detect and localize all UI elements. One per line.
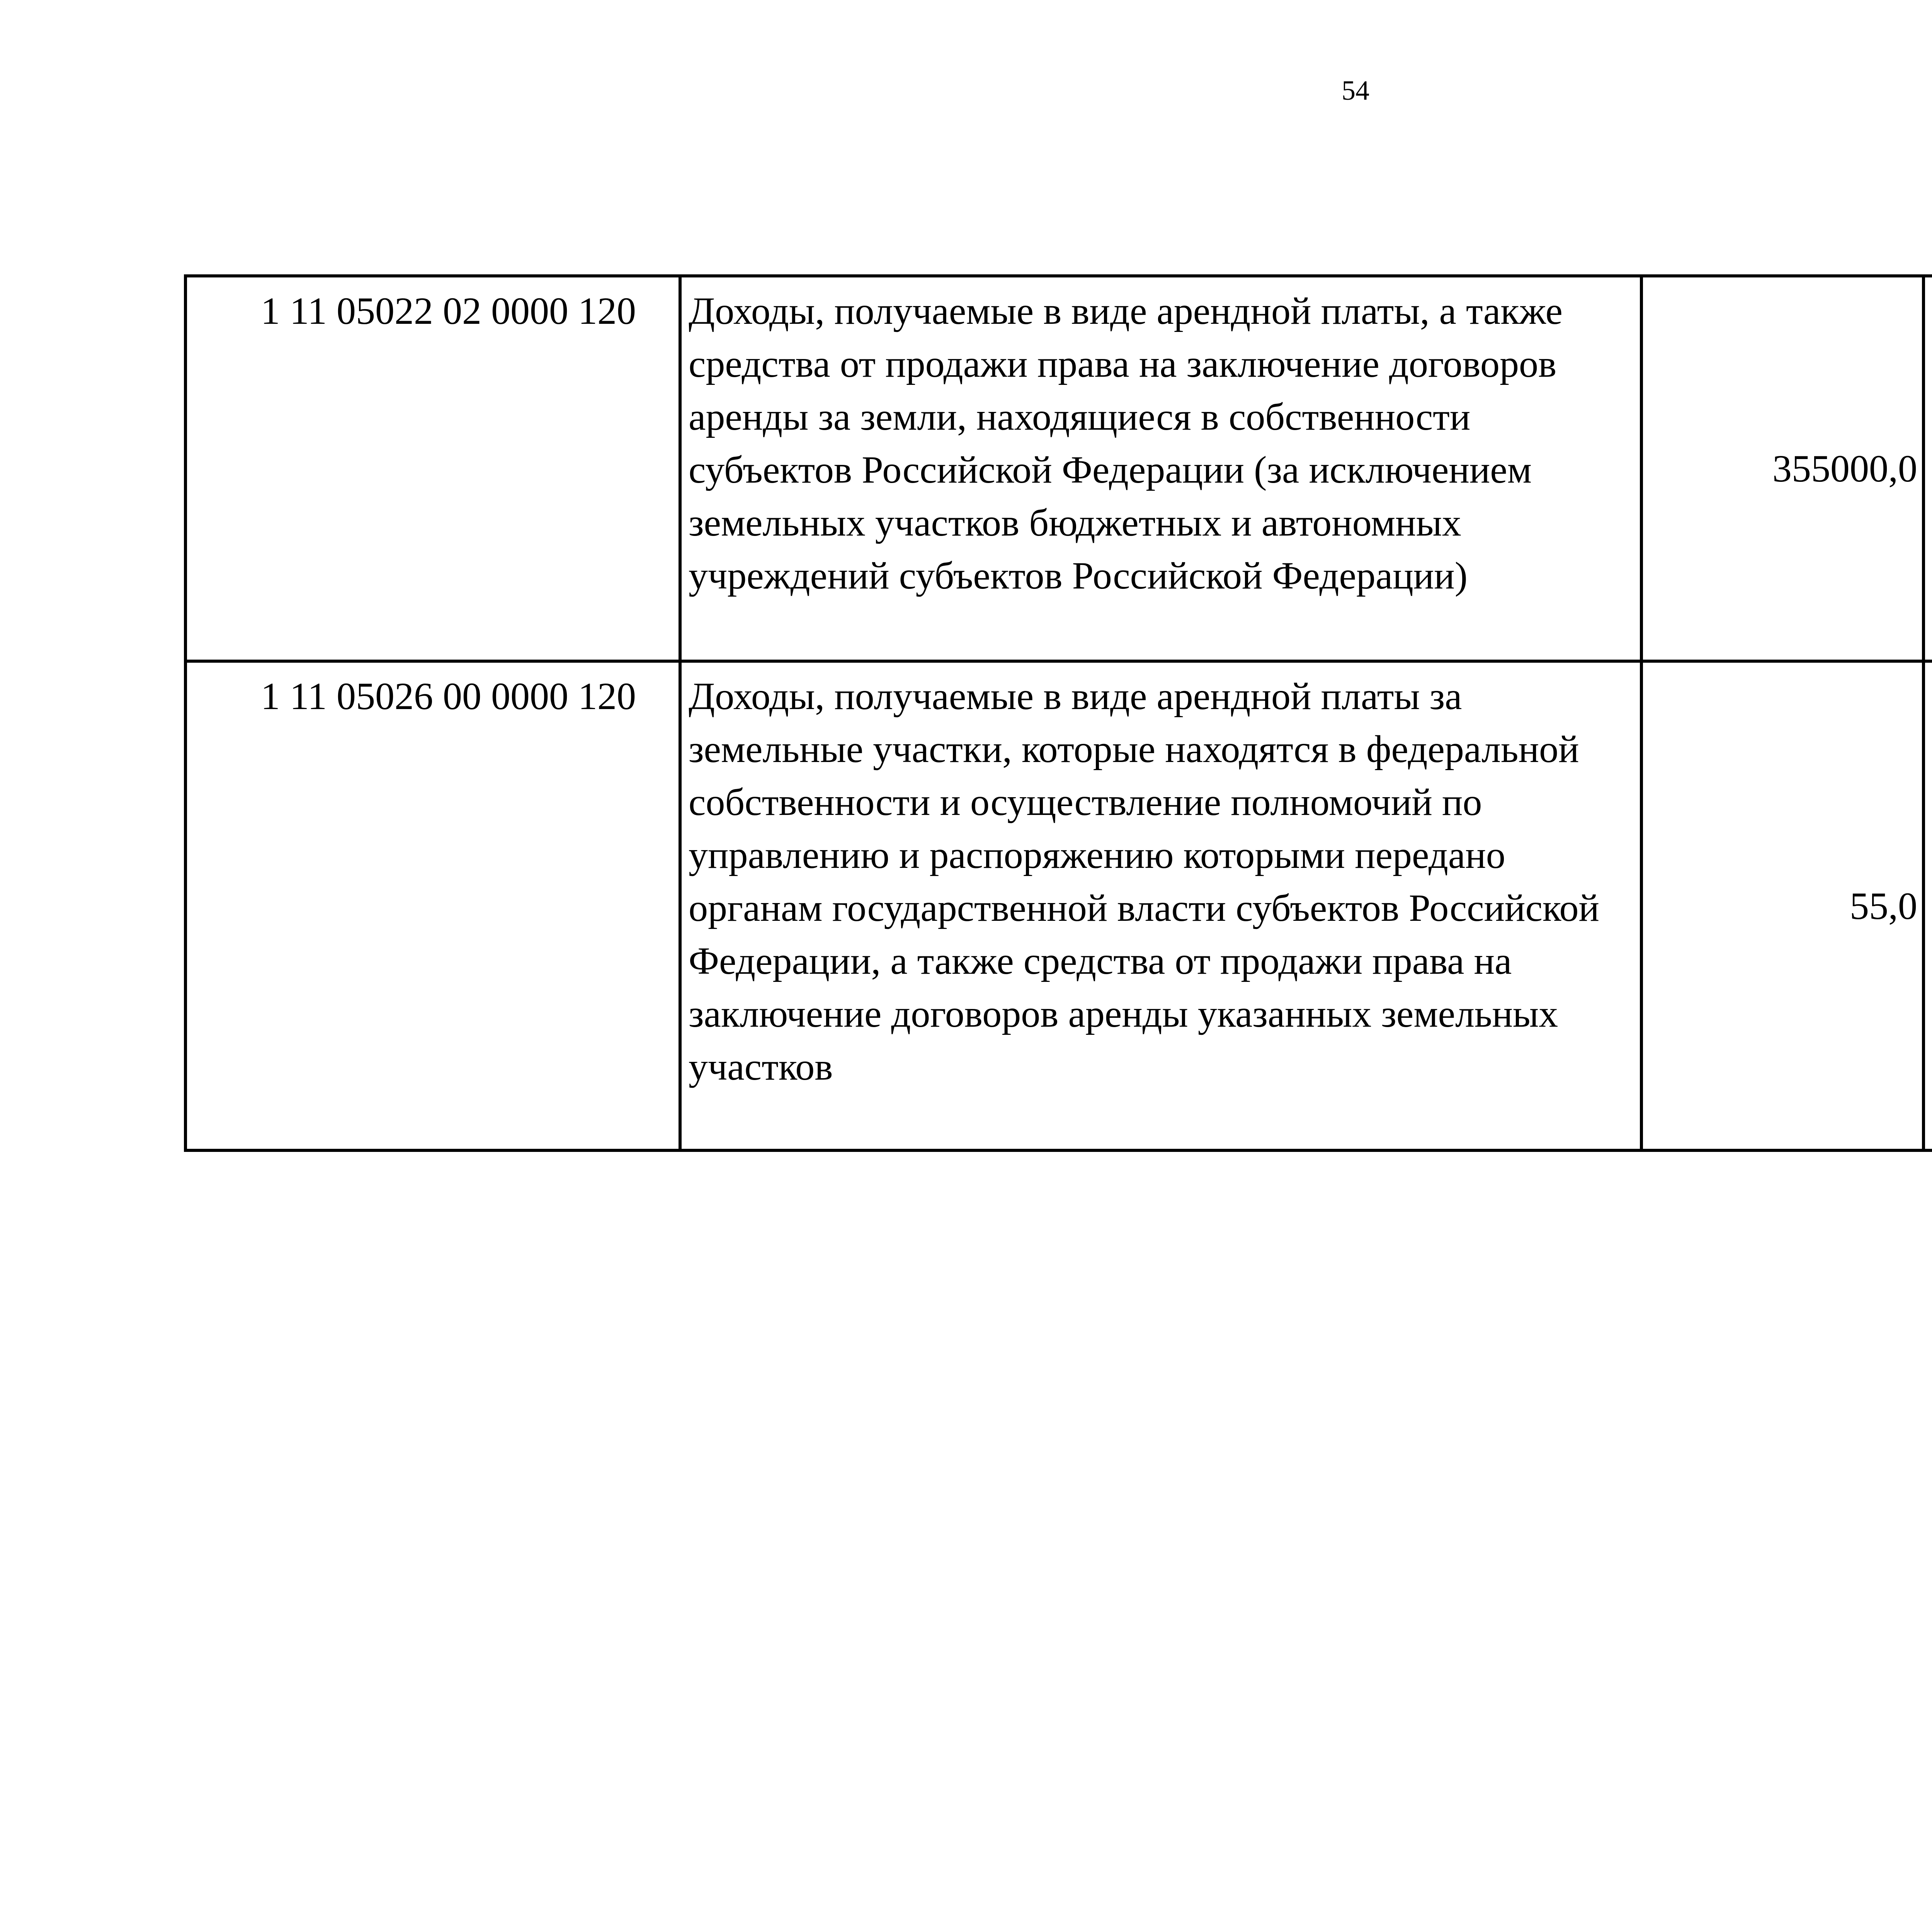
revenue-description: Доходы, получаемые в виде арендной платы, а также средства от продажи права на заключение договоров аренды за земли, находящиеся в собственности субъектов Российской Федерации (за исключением земельных участков бюджетных и автономных учреждений субъектов Российской Федерации)	[680, 276, 1641, 661]
table-row	[185, 276, 1932, 661]
amount-column-2	[1923, 276, 1932, 661]
amount-column-1: 355000,0	[1641, 276, 1923, 661]
amount-column-1: 55,0	[1641, 661, 1923, 1150]
revenue-table	[184, 274, 1932, 1152]
table-row	[185, 661, 1932, 1150]
amount-column-2	[1923, 661, 1932, 1150]
budget-classification-code: 1 11 05026 00 0000 120	[185, 661, 680, 1150]
revenue-description: Доходы, получаемые в виде арендной платы за земельные участки, которые находятся в федеральной собственности и осуществление полномочий по управлению и распоряжению которыми передано органам государственной власти субъектов Российской Федерации, а также средства от продажи права на заключение договоров аренды указанных земельных участков	[680, 661, 1641, 1150]
budget-classification-code: 1 11 05022 02 0000 120	[185, 276, 680, 661]
page-number: 54	[1342, 75, 1369, 106]
